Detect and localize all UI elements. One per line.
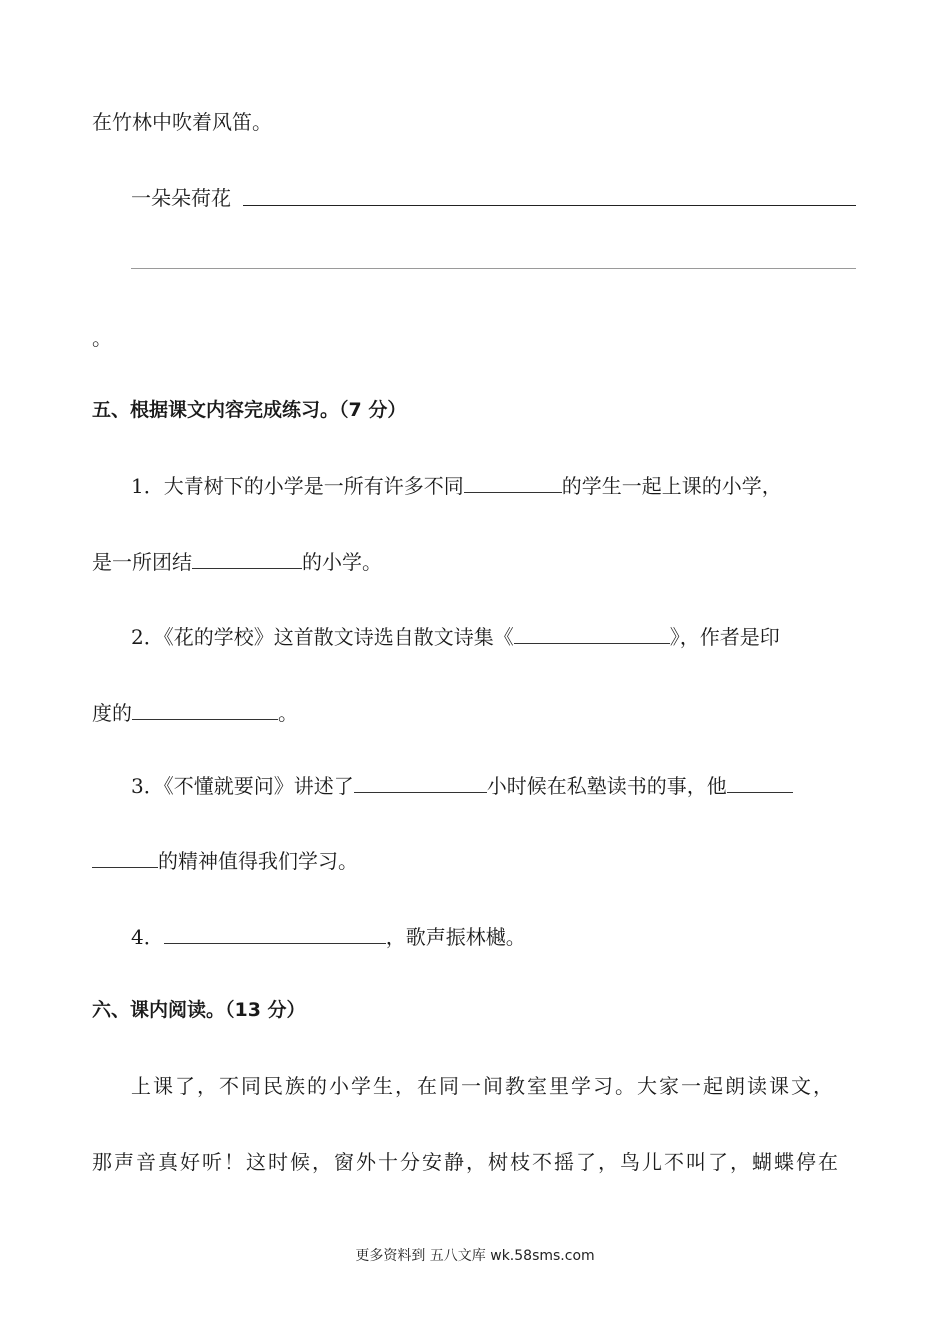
previous-text: 在竹林中吹着风笛。 xyxy=(92,110,272,134)
item-text: 小时候在私塾读书的事，他 xyxy=(486,774,727,798)
fill-blank[interactable] xyxy=(92,845,158,868)
fill-blank[interactable] xyxy=(464,470,562,493)
fill-blank[interactable] xyxy=(354,770,487,793)
item-number: 4． xyxy=(131,925,164,949)
section-5-heading: 五、根据课文内容完成练习。（7 分） xyxy=(92,399,407,421)
footer-text: 更多资料到 五八文库 wk.58sms.com xyxy=(355,1248,595,1264)
passage-line-2: 那声音真好听！这时候，窗外十分安静，树枝不摇了，鸟儿不叫了，蝴蝶停在 xyxy=(92,1150,840,1174)
lotus-prompt-text: 一朵朵荷花 xyxy=(131,186,231,210)
lotus-answer-line-1[interactable] xyxy=(243,205,856,206)
item-text: 的小学。 xyxy=(302,550,382,574)
s5-item-3-line-1 xyxy=(131,770,861,802)
item-number: 3． xyxy=(131,774,164,798)
item-text: 的精神值得我们学习。 xyxy=(158,849,358,873)
item-text: 大青树下的小学是一所有许多不同 xyxy=(163,474,464,498)
item-number: 1． xyxy=(131,474,164,498)
s5-item-3-line-2 xyxy=(92,845,862,877)
section-6-heading: 六、课内阅读。（13 分） xyxy=(92,999,306,1021)
s5-item-1-line-1 xyxy=(131,470,861,502)
fill-blank[interactable] xyxy=(514,621,670,644)
item-text: 《不懂就要问》讲述了 xyxy=(163,774,354,798)
item-text: ，歌声振林樾。 xyxy=(385,925,526,949)
lotus-prompt xyxy=(131,182,861,214)
fill-blank[interactable] xyxy=(164,921,386,944)
fill-blank[interactable] xyxy=(727,770,793,793)
item-number: 2． xyxy=(131,625,164,649)
passage-line-1: 上课了，不同民族的小学生，在同一间教室里学习。大家一起朗读课文， xyxy=(131,1074,835,1098)
s5-item-2-line-2 xyxy=(92,697,862,729)
s5-item-4 xyxy=(131,921,861,953)
s5-item-1-line-2 xyxy=(92,546,862,578)
s5-item-2-line-1 xyxy=(131,621,861,653)
item-text: 。 xyxy=(278,701,298,725)
item-text: 》，作者是印 xyxy=(669,625,780,649)
lotus-answer-line-2[interactable] xyxy=(131,268,856,269)
item-text: 的学生一起上课的小学， xyxy=(561,474,782,498)
fill-blank[interactable] xyxy=(192,546,302,569)
fill-blank[interactable] xyxy=(132,697,278,720)
item-text: 《花的学校》这首散文诗选自散文诗集《 xyxy=(163,625,514,649)
item-text: 是一所团结 xyxy=(92,550,192,574)
item-text: 度的 xyxy=(92,701,132,725)
lotus-end-mark: 。 xyxy=(92,326,112,350)
